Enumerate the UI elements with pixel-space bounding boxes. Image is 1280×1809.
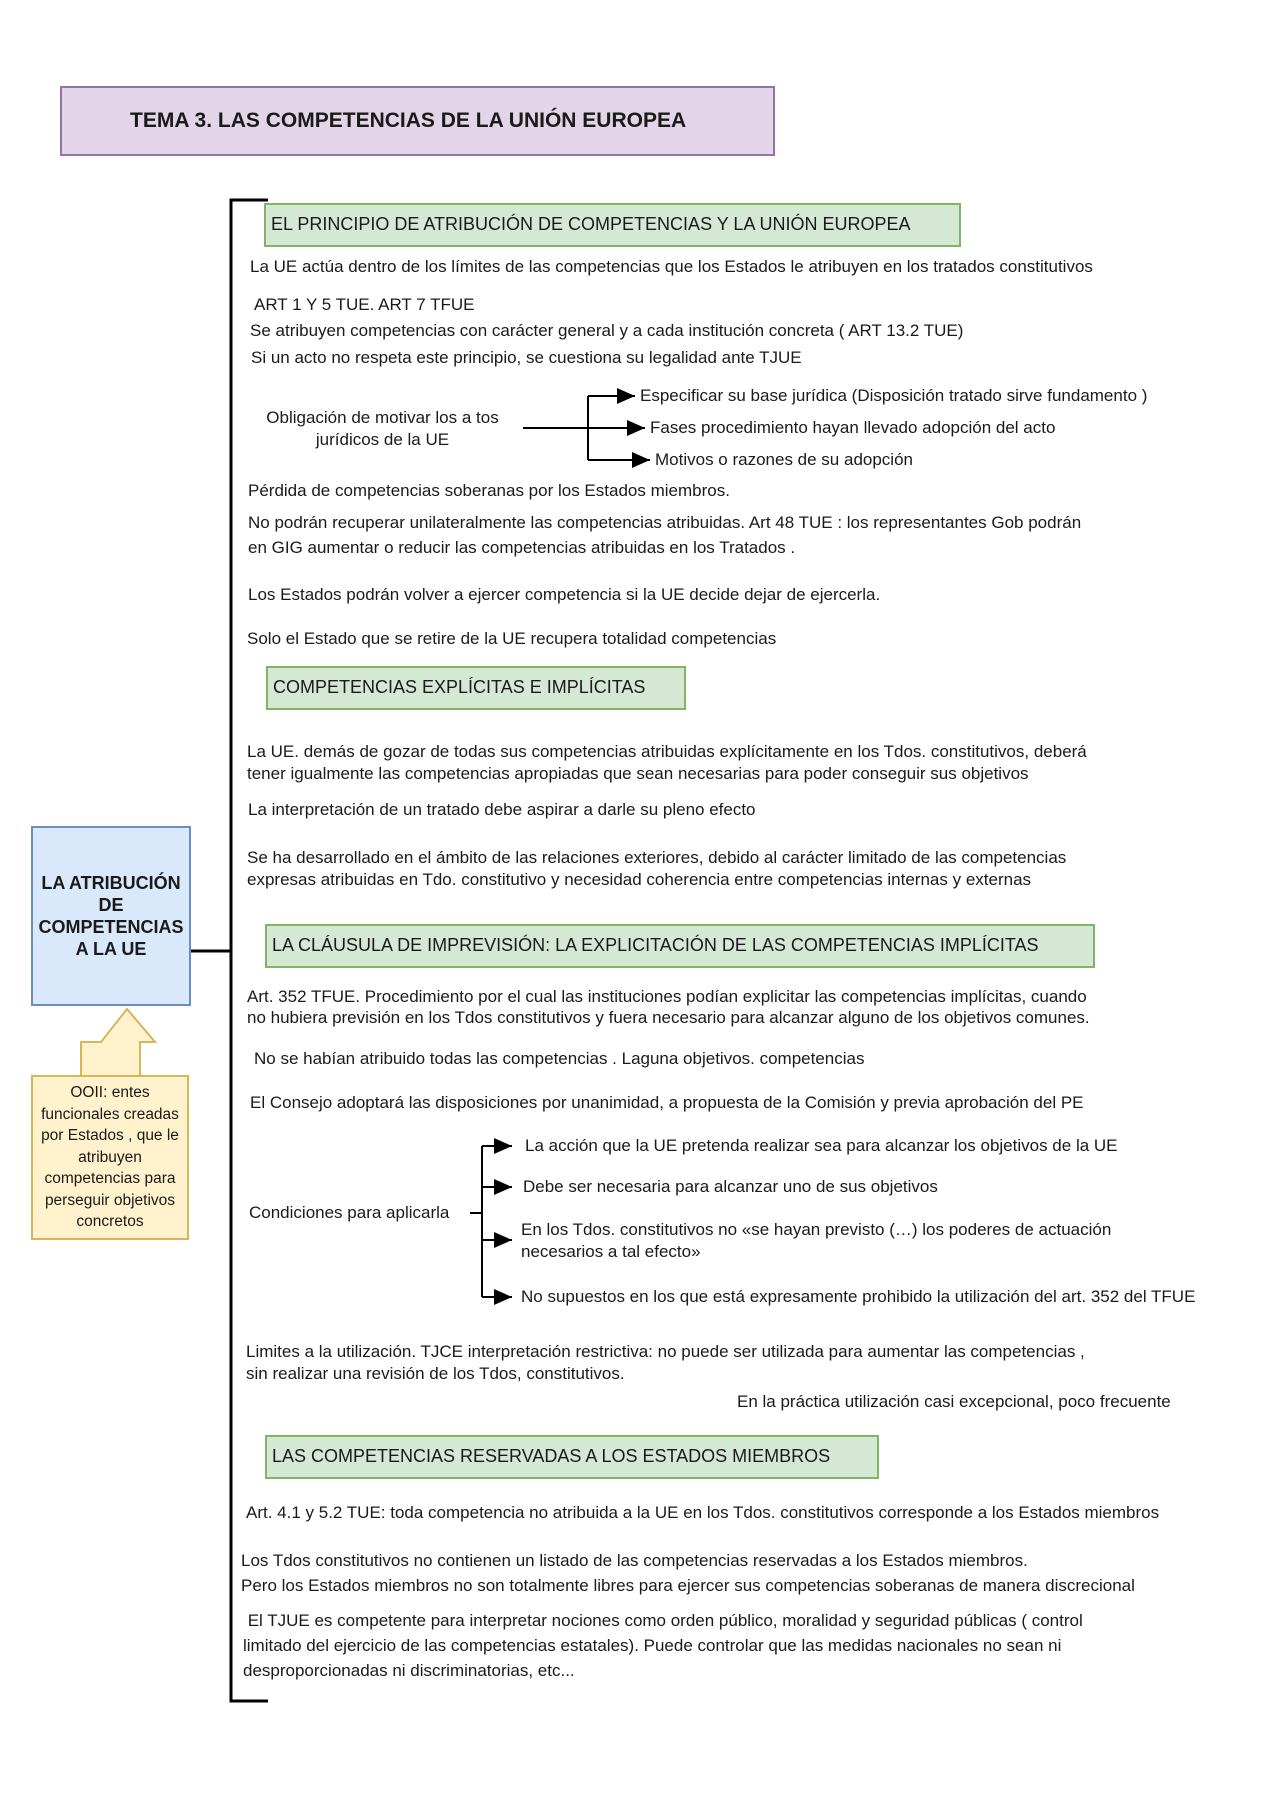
branch-item: Especificar su base jurídica (Disposición tratado sirve fundamento ): [640, 386, 1148, 405]
condition-label: Condiciones para aplicarla: [249, 1203, 450, 1222]
text-line: sin realizar una revisión de los Tdos, constitutivos.: [246, 1364, 625, 1383]
text-line: En la práctica utilización casi excepcional, poco frecuente: [737, 1392, 1171, 1411]
central-node-label: LA ATRIBUCIÓN DE COMPETENCIAS A LA UE: [38, 873, 184, 959]
text-line: desproporcionadas ni discriminatorias, etc...: [243, 1661, 575, 1680]
text-line: Si un acto no respeta este principio, se cuestiona su legalidad ante TJUE: [251, 348, 802, 367]
text-line: no hubiera previsión en los Tdos constitutivos y fuera necesario para alcanzar alguno de los objetivos comunes.: [247, 1008, 1090, 1027]
condition-item: En los Tdos. constitutivos no «se hayan previsto (…) los poderes de actuación: [521, 1220, 1112, 1239]
condition-item: Debe ser necesaria para alcanzar uno de sus objetivos: [523, 1177, 938, 1196]
text-line: limitado del ejercicio de las competencias estatales). Puede controlar que las medidas nacionales no sean ni: [243, 1636, 1062, 1655]
text-line: El TJUE es competente para interpretar nociones como orden público, moralidad y seguridad públicas ( control: [243, 1611, 1083, 1630]
text-line: Se ha desarrollado en el ámbito de las relaciones exteriores, debido al carácter limitado de las competencias: [247, 848, 1067, 867]
text-line: Se atribuyen competencias con carácter general y a cada institución concreta ( ART 13.2 TUE): [250, 321, 964, 340]
text-line: No se habían atribuido todas las competencias . Laguna objetivos. competencias: [254, 1049, 865, 1068]
section-heading-clausula: LA CLÁUSULA DE IMPREVISIÓN: LA EXPLICITACIÓN DE LAS COMPETENCIAS IMPLÍCITAS: [265, 924, 1095, 968]
central-node: [31, 826, 191, 1006]
branch-item: Fases procedimiento hayan llevado adopción del acto: [650, 418, 1056, 437]
section-heading-reservadas: LAS COMPETENCIAS RESERVADAS A LOS ESTADOS MIEMBROS: [265, 1435, 879, 1479]
text-line: Los Estados podrán volver a ejercer competencia si la UE decide dejar de ejercerla.: [248, 585, 881, 604]
text-line: La UE actúa dentro de los límites de las competencias que los Estados le atribuyen en los tratados constitutivos: [250, 257, 1093, 276]
condition-item: No supuestos en los que está expresamente prohibido la utilización del art. 352 del TFUE: [521, 1287, 1196, 1306]
text-line: Pero los Estados miembros no son totalmente libres para ejercer sus competencias soberanas de manera discrecional: [241, 1576, 1135, 1595]
text-line: Pérdida de competencias soberanas por los Estados miembros.: [248, 481, 730, 500]
page-title: TEMA 3. LAS COMPETENCIAS DE LA UNIÓN EUROPEA: [60, 86, 775, 156]
text-line: ART 1 Y 5 TUE. ART 7 TFUE: [254, 295, 475, 314]
text-line: Los Tdos constitutivos no contienen un listado de las competencias reservadas a los Estados miembros.: [241, 1551, 1028, 1570]
up-arrow-shape: [81, 1009, 155, 1075]
text-line: tener igualmente las competencias apropiadas que sean necesarias para poder conseguir sus objetivos: [247, 764, 1029, 783]
condition-item: La acción que la UE pretenda realizar sea para alcanzar los objetivos de la UE: [525, 1136, 1118, 1155]
text-line: No podrán recuperar unilateralmente las competencias atribuidas. Art 48 TUE : los representantes Gob podrán: [248, 513, 1082, 532]
text-line: Art. 4.1 y 5.2 TUE: toda competencia no atribuida a la UE en los Tdos. constitutivos corresponde a los Estados miembros: [246, 1503, 1160, 1522]
text-line: La interpretación de un tratado debe aspirar a darle su pleno efecto: [248, 800, 756, 819]
text-line: El Consejo adoptará las disposiciones por unanimidad, a propuesta de la Comisión y previa aprobación del PE: [250, 1093, 1084, 1112]
text-line: Limites a la utilización. TJCE interpretación restrictiva: no puede ser utilizada para aumentar las competencias ,: [246, 1342, 1085, 1361]
text-line: en GIG aumentar o reducir las competencias atribuidas en los Tratados .: [248, 538, 796, 557]
branch-label: Obligación de motivar los a tos jurídicos de la UE: [266, 408, 499, 449]
text-line: La UE. demás de gozar de todas sus competencias atribuidas explícitamente en los Tdos. constitutivos, deberá: [247, 742, 1087, 761]
condition-item-cont: necesarios a tal efecto»: [521, 1242, 701, 1261]
note-node-label: OOII: entes funcionales creadas por Estados , que le atribuyen competencias para perseguir objetivos concretos: [41, 1084, 179, 1231]
note-node: [31, 1075, 189, 1240]
text-line: Art. 352 TFUE. Procedimiento por el cual las instituciones podían explicitar las competencias implícitas, cuando: [247, 987, 1087, 1006]
text-line: expresas atribuidas en Tdo. constitutivo y necesidad coherencia entre competencias internas y externas: [247, 870, 1032, 889]
text-line: Solo el Estado que se retire de la UE recupera totalidad competencias: [247, 629, 777, 648]
section-heading-explicitas: COMPETENCIAS EXPLÍCITAS E IMPLÍCITAS: [266, 666, 686, 710]
section-heading-atribucion: EL PRINCIPIO DE ATRIBUCIÓN DE COMPETENCIAS Y LA UNIÓN EUROPEA: [264, 203, 961, 247]
branch-item: Motivos o razones de su adopción: [655, 450, 913, 469]
